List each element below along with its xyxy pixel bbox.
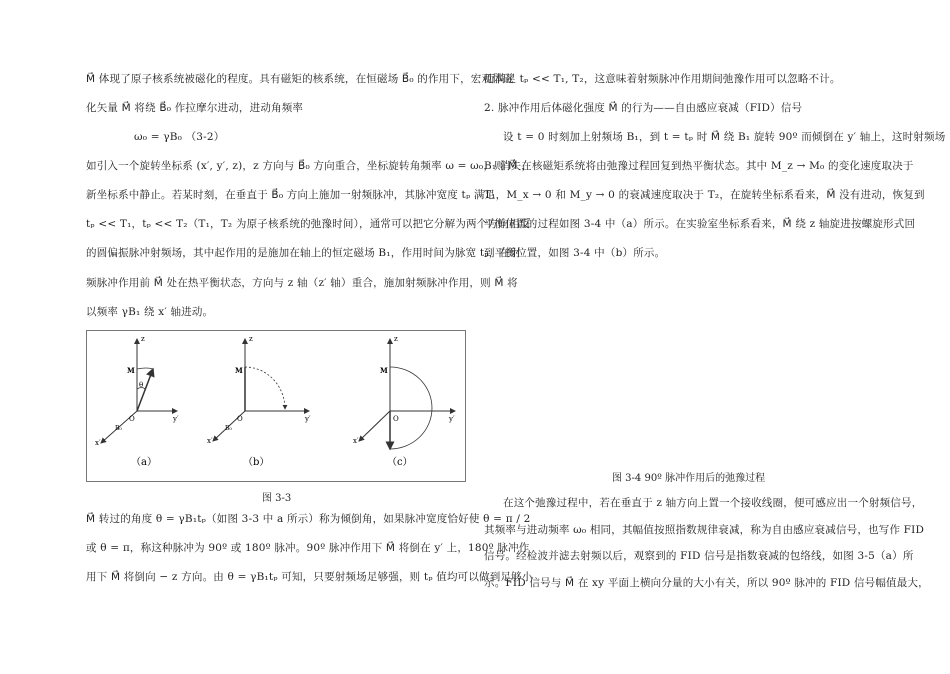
panel-a-origin-label: O: [129, 415, 135, 423]
panel-a-y-label: y′: [173, 415, 179, 423]
left-line-4: 如引入一个旋转坐标系 (x′, y′, z)，z 方向与 B⃗₀ 方向重合，坐标旋转角频率 ω = ω₀，则 M⃗ 在: [86, 160, 532, 172]
figure-3-3-drawing: [87, 331, 465, 481]
left-line-2: 化矢量 M⃗ 将绕 B⃗₀ 作拉摩尔进动，进动角频率: [86, 102, 304, 114]
figure-3-3: [86, 330, 466, 482]
panel-b-m-label: M: [235, 366, 243, 375]
left-lower-line-3: 用下 M⃗ 将倒向 − z 方向。由 θ = γB₁tₚ 可知，只要射频场足够强，则 tₚ 值均可以做到足够小: [86, 571, 533, 583]
panel-a-label: （a）: [131, 457, 157, 468]
panel-a-x-label: x′: [95, 439, 101, 447]
right-line-5: T₁，M_x → 0 和 M_y → 0 的衰减速度取决于 T₂，在旋转坐标系看来，M⃗ 没有进动，恢复到: [484, 189, 925, 201]
right-lower-line-2: 其频率与进动频率 ω₀ 相同，其幅值按照指数规律衰减，称为自由感应衰减信号，也写作 FID: [484, 524, 925, 536]
panel-c-label: （c）: [387, 457, 413, 468]
left-line-8: 频脉冲作用前 M⃗ 处在热平衡状态，方向与 z 轴（z′ 轴）重合，施加射频脉冲作用，则 M⃗ 将: [86, 277, 518, 289]
figure-3-3-caption: 图 3-3: [262, 493, 292, 504]
left-line-1: M⃗ 体现了原子核系统被磁化的程度。具有磁矩的核系统，在恒磁场 B⃗₀ 的作用下，宏观体磁: [86, 73, 514, 85]
panel-b-b-label: B₀: [225, 425, 232, 432]
panel-c-z-label: z: [394, 335, 398, 343]
panel-c-origin-label: O: [393, 415, 399, 423]
panel-c-m-label: M: [380, 366, 388, 375]
left-lower-line-2: 或 θ = π，称这种脉冲为 90º 或 180º 脉冲。90º 脉冲作用下 M⃗ 将倒在 y′ 上，180º 脉冲作: [86, 542, 530, 554]
left-line-7: 的圆偏振脉冲射频场，其中起作用的是施加在轴上的恒定磁场 B₁，作用时间为脉宽 tₚ，在射: [86, 247, 521, 259]
right-line-6: 平衡位置的过程如图 3-4 中（a）所示。在实验室坐标系看来，M⃗ 绕 z 轴旋进按螺旋形式回: [484, 218, 916, 230]
right-line-7: 到平衡位置，如图 3-4 中（b）所示。: [484, 247, 666, 259]
panel-c-y-label: y′: [449, 415, 455, 423]
panel-b-y-label: y′: [305, 415, 311, 423]
panel-b-diagram: [207, 335, 311, 445]
panel-a-b-label: B₀: [115, 425, 122, 432]
panel-a-m-label: M: [127, 366, 135, 375]
panel-b-label: （b）: [243, 457, 270, 468]
panel-b-z-label: z: [249, 335, 253, 343]
panel-c-x-label: x′: [353, 437, 359, 445]
left-lower-line-1: M⃗ 转过的角度 θ = γB₁tₚ（如图 3-3 中 a 所示）称为倾倒角，如果脉冲宽度恰好使 θ = π / 2: [86, 513, 531, 525]
left-line-6: tₚ << T₁，tₚ << T₂（T₁，T₂ 为原子核系统的弛豫时间），通常可以把它分解为两个方向相反: [86, 218, 531, 230]
panel-a-diagram: [95, 335, 179, 447]
left-line-5: 新坐标系中静止。若某时刻，在垂直于 B⃗₀ 方向上施加一射频脉冲，其脉冲宽度 tₚ 满足: [86, 189, 496, 201]
left-line-9: 以频率 γB₁ 绕 x′ 轴进动。: [86, 306, 214, 318]
right-line-2: 2. 脉冲作用后体磁化强度 M⃗ 的行为——自由感应衰减（FID）信号: [484, 102, 803, 114]
right-lower-line-3: 信号。经检波并滤去射频以后，观察到的 FID 信号是指数衰减的包络线，如图 3-5（a）所: [484, 550, 914, 562]
right-line-4: B₁ 消失，核磁矩系统将由弛豫过程回复到热平衡状态。其中 M_z → M₀ 的变化速度取决于: [484, 160, 914, 172]
panel-b-x-label: x′: [207, 437, 213, 445]
right-lower-line-1: 在这个弛豫过程中，若在垂直于 z 轴方向上置一个接收线圈，便可感应出一个射频信号，: [503, 497, 923, 509]
panel-c-diagram: [353, 335, 455, 449]
right-line-1: 而满足 tₚ << T₁, T₂，这意味着射频脉冲作用期间弛豫作用可以忽略不计。: [484, 73, 841, 85]
equation-3-2: ω₀ = γB₀ （3-2）: [134, 131, 225, 143]
panel-a-theta-label: θ: [139, 381, 144, 389]
right-lower-line-4: 示。FID 信号与 M⃗ 在 xy 平面上横向分量的大小有关，所以 90º 脉冲的 FID 信号幅值最大，: [484, 577, 929, 589]
right-line-3: 设 t = 0 时刻加上射频场 B₁，到 t = tₚ 时 M⃗ 绕 B₁ 旋转 90º 而倾倒在 y′ 轴上，这时射频场: [503, 131, 946, 143]
panel-a-z-label: z: [141, 335, 145, 343]
panel-b-origin-label: O: [237, 415, 243, 423]
figure-3-4-caption: 图 3-4 90º 脉冲作用后的弛豫过程: [612, 473, 766, 484]
